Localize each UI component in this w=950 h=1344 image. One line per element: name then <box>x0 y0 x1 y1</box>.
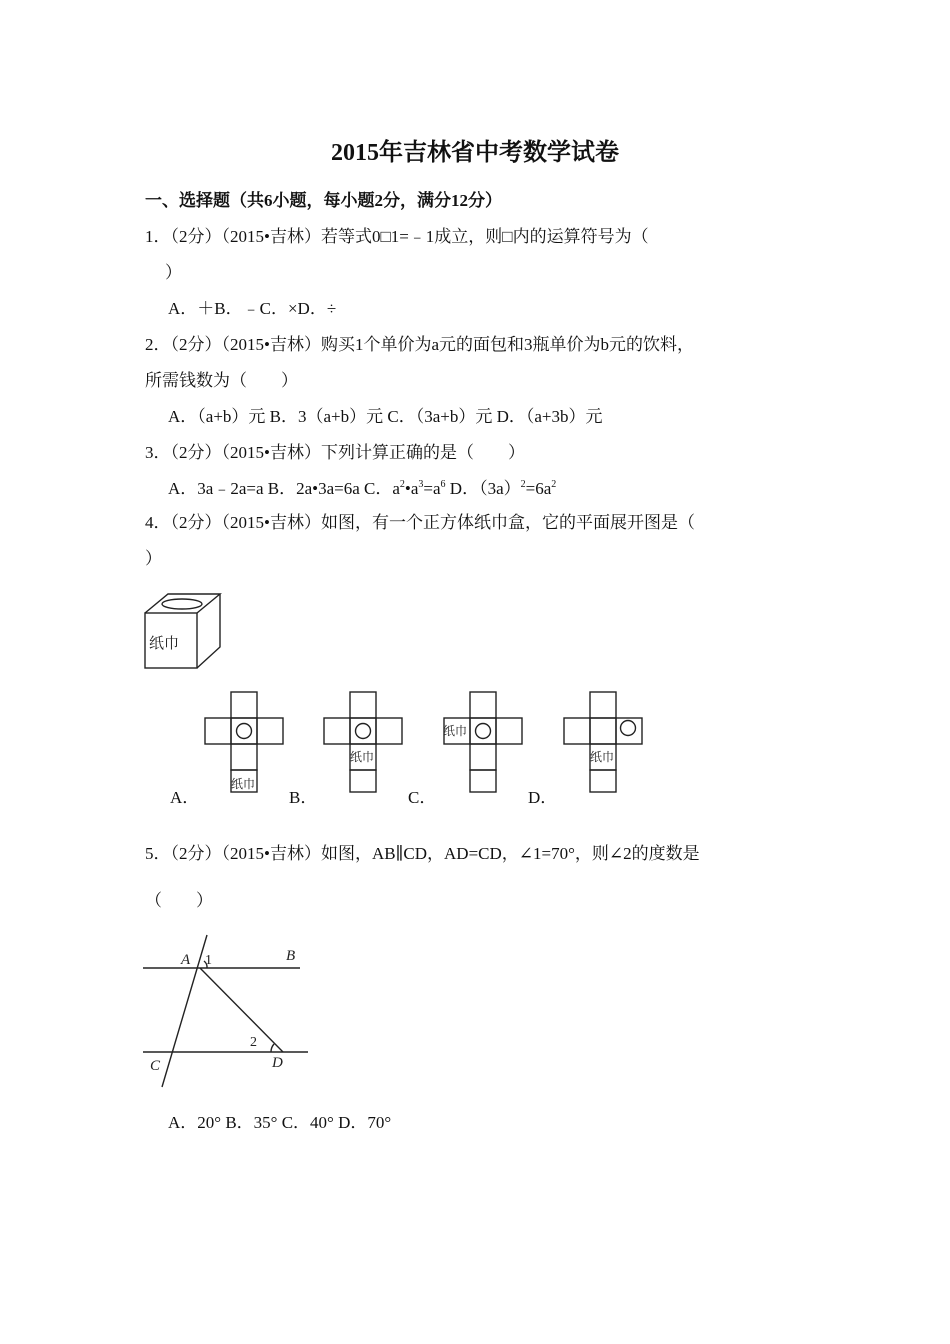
question-3-option-ab: A．3a﹣2a=a B．2a•3a=6a C． <box>168 479 393 498</box>
question-5-text-cont: （ ） <box>145 891 213 910</box>
question-2-options: A．（a+b）元 B．3（a+b）元 C．（3a+b）元 D．（a+3b）元 <box>168 407 603 426</box>
net-a-label: 纸巾 <box>231 777 256 791</box>
question-3-text: 3．（2分）（2015•吉林）下列计算正确的是（ ） <box>145 443 525 462</box>
net-option-d <box>562 690 646 794</box>
question-1-text-cont: ） <box>165 263 182 282</box>
option-d-exp: 2 <box>520 479 526 490</box>
question-4-text-cont: ） <box>145 549 162 568</box>
question-2-text: 2．（2分）（2015•吉林）购买1个单价为a元的面包和3瓶单价为b元的饮料， <box>145 335 694 354</box>
section-heading: 一、选择题（共6小题，每小题2分，满分12分） <box>145 191 502 210</box>
label-b: B <box>286 948 296 964</box>
question-2-text-cont: 所需钱数为（ ） <box>145 371 298 390</box>
net-d-label: 纸巾 <box>590 750 615 764</box>
net-option-a <box>203 690 287 794</box>
question-5-options: A．20° B．35° C．40° D．70° <box>168 1113 392 1132</box>
question-5-text: 5．（2分）（2015•吉林）如图，AB∥CD，AD=CD，∠1=70°，则∠2的度数是 <box>145 844 700 863</box>
angle-1-label: 1 <box>205 953 212 968</box>
page-title: 2015年吉林省中考数学试卷 <box>331 140 619 166</box>
option-c-exp3: 6 <box>440 479 446 490</box>
option-c-eq: =a <box>423 479 441 498</box>
option-d-exp2: 2 <box>551 479 557 490</box>
net-label-c: C． <box>408 788 437 807</box>
net-option-b <box>322 690 406 794</box>
question-4-text: 4．（2分）（2015•吉林）如图，有一个正方体纸巾盒，它的平面展开图是（ <box>145 513 695 532</box>
option-d-rest: =6a <box>525 479 552 498</box>
question-3-options <box>168 478 556 500</box>
parallel-lines-figure <box>140 930 315 1095</box>
option-c-exp2: 3 <box>418 479 424 490</box>
option-c-base: a <box>392 479 400 498</box>
net-label-d: D． <box>528 788 558 807</box>
option-c-mid: •a <box>404 479 419 498</box>
option-d: D．（3a） <box>445 479 521 498</box>
net-c-label: 纸巾 <box>443 724 468 738</box>
tissue-box-figure <box>140 590 230 675</box>
question-1-text: 1．（2分）（2015•吉林）若等式0□1=﹣1成立，则□内的运算符号为（ <box>145 227 649 246</box>
net-option-c <box>442 690 526 794</box>
label-d: D <box>272 1055 283 1071</box>
question-1-options: A．＋B．﹣C．×D．÷ <box>168 299 337 318</box>
label-a: A <box>181 952 191 968</box>
net-label-b: B． <box>289 788 318 807</box>
label-c: C <box>150 1058 161 1074</box>
net-label-a: A． <box>170 788 200 807</box>
net-b-label: 纸巾 <box>350 750 375 764</box>
box-label: 纸巾 <box>149 634 180 652</box>
option-c-exp1: 2 <box>399 479 405 490</box>
angle-2-label: 2 <box>250 1035 257 1050</box>
